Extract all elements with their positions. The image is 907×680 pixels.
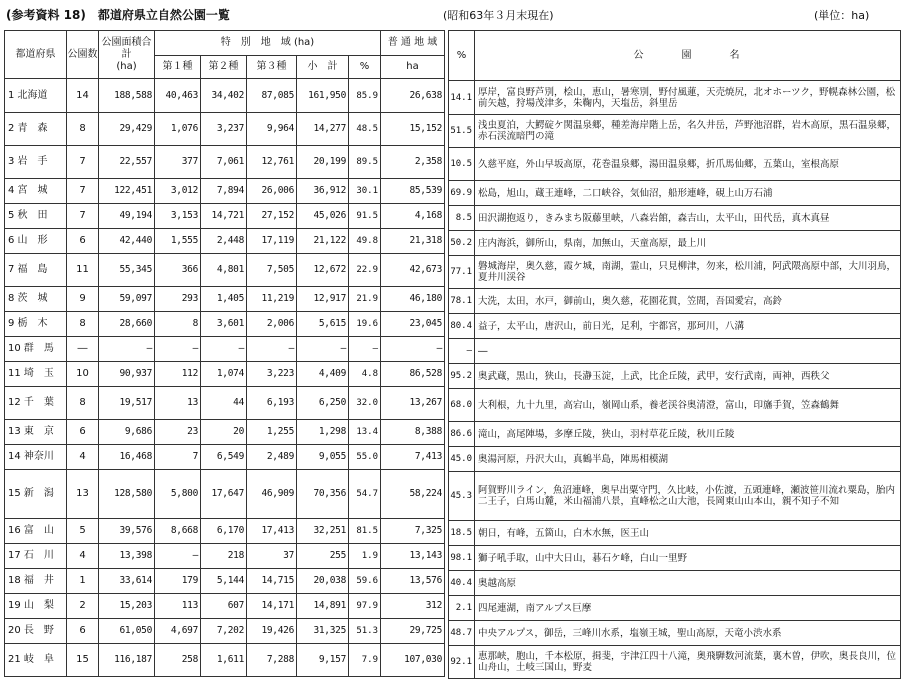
cell-pct: 21.9	[349, 287, 381, 312]
cell-pref: 15 新 潟	[5, 470, 67, 519]
cell-parks: 奥湯河原，丹沢大山，真鶴半島，陣馬相模湖	[475, 447, 901, 472]
cell-pref: 11 埼 玉	[5, 362, 67, 387]
cell-opct: 92.1	[449, 646, 475, 679]
cell-c2: 7,061	[201, 146, 247, 179]
table-row	[449, 339, 901, 364]
cell-c1: 5,800	[155, 470, 201, 519]
cell-parks: 庄内海浜，御所山，県南，加無山，天童高原，最上川	[475, 231, 901, 256]
cell-sub: 21,122	[297, 229, 349, 254]
cell-total: 22,557	[99, 146, 155, 179]
cell-ord: 29,725	[381, 619, 445, 644]
cell-count: 9	[67, 287, 99, 312]
table-row	[449, 364, 901, 389]
table-row	[449, 521, 901, 546]
cell-pref: 4 宮 城	[5, 179, 67, 204]
cell-sub: 4,409	[297, 362, 349, 387]
cell-opct: 86.6	[449, 422, 475, 447]
table-row	[5, 254, 445, 287]
cell-c3: 17,119	[247, 229, 297, 254]
table-row	[449, 472, 901, 521]
cell-count: 10	[67, 362, 99, 387]
cell-pref: 9 栃 木	[5, 312, 67, 337]
cell-c3: 14,715	[247, 569, 297, 594]
cell-pct: ―	[349, 337, 381, 362]
cell-pref: 14 神奈川	[5, 445, 67, 470]
cell-c1: 113	[155, 594, 201, 619]
cell-ord: 7,325	[381, 519, 445, 544]
cell-opct: 51.5	[449, 115, 475, 148]
cell-total: 19,517	[99, 387, 155, 420]
col-c1: 第１種	[155, 56, 201, 79]
col-subtotal: 小 計	[297, 56, 349, 79]
table-row	[5, 544, 445, 569]
cell-c2: 607	[201, 594, 247, 619]
cell-pct: 85.9	[349, 79, 381, 113]
cell-c3: 26,006	[247, 179, 297, 204]
cell-c2: 4,801	[201, 254, 247, 287]
cell-ord: 2,358	[381, 146, 445, 179]
cell-count: 4	[67, 544, 99, 569]
cell-ord: ―	[381, 337, 445, 362]
cell-count: 4	[67, 445, 99, 470]
cell-ord: 4,168	[381, 204, 445, 229]
cell-parks: ―	[475, 339, 901, 364]
table-row	[5, 204, 445, 229]
cell-opct: 78.1	[449, 289, 475, 314]
cell-pct: 22.9	[349, 254, 381, 287]
cell-total: 13,398	[99, 544, 155, 569]
cell-c3: 14,171	[247, 594, 297, 619]
cell-opct: ―	[449, 339, 475, 364]
cell-count: 15	[67, 644, 99, 677]
cell-count: 7	[67, 146, 99, 179]
cell-parks: 中央アルプス，御岳，三峰川水系，塩嶺王城，聖山高原，天竜小渋水系	[475, 621, 901, 646]
cell-pct: 91.5	[349, 204, 381, 229]
cell-c2: 5,144	[201, 569, 247, 594]
cell-parks: 奥越高原	[475, 571, 901, 596]
cell-count: 11	[67, 254, 99, 287]
cell-sub: 255	[297, 544, 349, 569]
cell-total: 188,588	[99, 79, 155, 113]
cell-c1: 8,668	[155, 519, 201, 544]
table-row	[449, 256, 901, 289]
cell-ord: 13,143	[381, 544, 445, 569]
cell-total: 16,468	[99, 445, 155, 470]
cell-parks: 厚岸，富良野芦別，桧山，恵山，暑寒別，野付風蓮，天売焼尻，北オホーツク，野幌森林公園，松前矢越，狩場茂津多，朱鞠内，天塩岳，斜里岳	[475, 81, 901, 115]
cell-c2: 3,601	[201, 312, 247, 337]
cell-c1: 377	[155, 146, 201, 179]
table-row	[5, 519, 445, 544]
cell-total: 29,429	[99, 113, 155, 146]
cell-total: 39,576	[99, 519, 155, 544]
cell-pref: 10 群 馬	[5, 337, 67, 362]
cell-opct: 45.0	[449, 447, 475, 472]
cell-pct: 55.0	[349, 445, 381, 470]
cell-sub: 14,277	[297, 113, 349, 146]
cell-opct: 48.7	[449, 621, 475, 646]
cell-pct: 51.3	[349, 619, 381, 644]
cell-total: 42,440	[99, 229, 155, 254]
table-row	[449, 231, 901, 256]
cell-c1: 13	[155, 387, 201, 420]
col-ordinary: 普 通 地 域	[381, 31, 445, 56]
cell-ord: 85,539	[381, 179, 445, 204]
cell-parks: 久慈平庭，外山早坂高原，花巻温泉郷，湯田温泉郷，折爪馬仙郷，五葉山，室根高原	[475, 148, 901, 181]
cell-c2: 1,074	[201, 362, 247, 387]
cell-c1: 258	[155, 644, 201, 677]
park-names-table	[448, 30, 901, 679]
table-row	[5, 644, 445, 677]
cell-sub: 14,891	[297, 594, 349, 619]
table-row	[5, 420, 445, 445]
col-c3: 第３種	[247, 56, 297, 79]
cell-parks: 浅虫夏泊，大鰐碇ケ関温泉郷，種差海岸階上岳，名久井岳，芦野池沼群，岩木高原，黒石温泉郷，赤石渓流暗門の滝	[475, 115, 901, 148]
table-row	[5, 594, 445, 619]
cell-c3: ―	[247, 337, 297, 362]
cell-ord: 21,318	[381, 229, 445, 254]
cell-c1: ―	[155, 337, 201, 362]
cell-count: 1	[67, 569, 99, 594]
cell-c3: 87,085	[247, 79, 297, 113]
col-parks: 公 園 名	[475, 31, 901, 81]
cell-pref: 16 富 山	[5, 519, 67, 544]
cell-c3: 1,255	[247, 420, 297, 445]
table-row	[449, 571, 901, 596]
cell-c3: 17,413	[247, 519, 297, 544]
cell-parks: 恵那峡，胞山，千本松原，揖斐，宇津江四十八滝，奥飛騨数河流葉，裏木曽，伊吹，奥長良川，位山舟山，土岐三国山，野麦	[475, 646, 901, 679]
cell-parks: 益子，太平山，唐沢山，前日光，足利，宇都宮，那珂川，八溝	[475, 314, 901, 339]
cell-pref: 2 青 森	[5, 113, 67, 146]
cell-ord: 86,528	[381, 362, 445, 387]
cell-pref: 13 東 京	[5, 420, 67, 445]
table-row	[449, 621, 901, 646]
cell-c1: 1,555	[155, 229, 201, 254]
cell-ord: 107,030	[381, 644, 445, 677]
cell-pct: 4.8	[349, 362, 381, 387]
cell-c1: 40,463	[155, 79, 201, 113]
cell-parks: 大利根，九十九里，高宕山，嶺岡山系，養老渓谷奥清澄，富山，印旛手賀，笠森鶴舞	[475, 389, 901, 422]
cell-c3: 9,964	[247, 113, 297, 146]
cell-opct: 2.1	[449, 596, 475, 621]
cell-opct: 68.0	[449, 389, 475, 422]
cell-total: 128,580	[99, 470, 155, 519]
cell-sub: 9,055	[297, 445, 349, 470]
cell-ord: 15,152	[381, 113, 445, 146]
table-row	[5, 445, 445, 470]
cell-count: 8	[67, 387, 99, 420]
table-row	[449, 81, 901, 115]
cell-pct: 97.9	[349, 594, 381, 619]
col-special: 特 別 地 域 (ha)	[155, 31, 381, 56]
cell-pref: 19 山 梨	[5, 594, 67, 619]
cell-total: 61,050	[99, 619, 155, 644]
table-row	[449, 546, 901, 571]
table-row	[5, 287, 445, 312]
cell-ord: 58,224	[381, 470, 445, 519]
col-pref: 都道府県	[5, 31, 67, 79]
table-row	[449, 289, 901, 314]
cell-pref: 12 千 葉	[5, 387, 67, 420]
cell-sub: 5,615	[297, 312, 349, 337]
cell-c2: 2,448	[201, 229, 247, 254]
table-row	[449, 447, 901, 472]
cell-parks: 奥武蔵，黒山，狭山，長瀞玉淀，上武，比企丘陵，武甲，安行武南，両神，西秩父	[475, 364, 901, 389]
table-row	[5, 113, 445, 146]
cell-c2: 218	[201, 544, 247, 569]
cell-sub: ―	[297, 337, 349, 362]
cell-opct: 50.2	[449, 231, 475, 256]
cell-c1: 8	[155, 312, 201, 337]
cell-ord: 7,413	[381, 445, 445, 470]
col-c2: 第２種	[201, 56, 247, 79]
cell-c1: 293	[155, 287, 201, 312]
table-row	[449, 314, 901, 339]
table-row	[5, 146, 445, 179]
cell-c1: 4,697	[155, 619, 201, 644]
cell-c3: 2,489	[247, 445, 297, 470]
table-row	[449, 389, 901, 422]
table-row	[449, 115, 901, 148]
cell-count: 13	[67, 470, 99, 519]
table-row	[449, 596, 901, 621]
table-row	[5, 569, 445, 594]
table-row	[449, 206, 901, 231]
cell-sub: 20,038	[297, 569, 349, 594]
cell-sub: 1,298	[297, 420, 349, 445]
cell-total: 9,686	[99, 420, 155, 445]
cell-c3: 3,223	[247, 362, 297, 387]
table-row	[5, 337, 445, 362]
cell-parks: 滝山，高尾陣場，多摩丘陵，狭山，羽村草花丘陵，秋川丘陵	[475, 422, 901, 447]
page-title: (参考資料 18) 都道府県立自然公園一覧	[6, 8, 230, 22]
cell-sub: 20,199	[297, 146, 349, 179]
cell-parks: 朝日，有峰，五箇山，白木水無，医王山	[475, 521, 901, 546]
cell-c2: 1,611	[201, 644, 247, 677]
cell-c3: 11,219	[247, 287, 297, 312]
cell-total: 59,097	[99, 287, 155, 312]
table-row	[5, 387, 445, 420]
cell-sub: 12,917	[297, 287, 349, 312]
cell-parks: 松島，旭山，蔵王連峰，二口峡谷，気仙沼，船形連峰，硯上山万石浦	[475, 181, 901, 206]
cell-pref: 1 北海道	[5, 79, 67, 113]
table-row	[5, 362, 445, 387]
cell-total: 49,194	[99, 204, 155, 229]
cell-c2: 14,721	[201, 204, 247, 229]
cell-opct: 8.5	[449, 206, 475, 231]
cell-pref: 17 石 川	[5, 544, 67, 569]
col-pct: %	[349, 56, 381, 79]
cell-total: 90,937	[99, 362, 155, 387]
cell-parks: 四尾連湖，南アルプス巨摩	[475, 596, 901, 621]
park-area-table	[4, 30, 445, 677]
cell-total: 15,203	[99, 594, 155, 619]
cell-count: ―	[67, 337, 99, 362]
cell-c3: 6,193	[247, 387, 297, 420]
cell-c3: 19,426	[247, 619, 297, 644]
cell-c1: ―	[155, 544, 201, 569]
cell-pct: 59.6	[349, 569, 381, 594]
cell-count: 8	[67, 312, 99, 337]
cell-pct: 32.0	[349, 387, 381, 420]
cell-count: 2	[67, 594, 99, 619]
cell-parks: 獅子吼手取，山中大日山，碁石ケ峰，白山一里野	[475, 546, 901, 571]
col-count: 公園数	[67, 31, 99, 79]
cell-total: 55,345	[99, 254, 155, 287]
cell-c1: 3,153	[155, 204, 201, 229]
cell-pct: 1.9	[349, 544, 381, 569]
table-row	[449, 422, 901, 447]
cell-opct: 18.5	[449, 521, 475, 546]
cell-ord: 46,180	[381, 287, 445, 312]
col-ord-pct: %	[449, 31, 475, 81]
cell-pref: 5 秋 田	[5, 204, 67, 229]
cell-sub: 9,157	[297, 644, 349, 677]
unit-note: (単位：ha)	[814, 9, 870, 22]
cell-c2: 34,402	[201, 79, 247, 113]
cell-sub: 36,912	[297, 179, 349, 204]
cell-pref: 20 長 野	[5, 619, 67, 644]
cell-pref: 8 茨 城	[5, 287, 67, 312]
cell-pct: 48.5	[349, 113, 381, 146]
cell-c2: ―	[201, 337, 247, 362]
cell-opct: 69.9	[449, 181, 475, 206]
cell-c3: 12,761	[247, 146, 297, 179]
cell-c2: 6,170	[201, 519, 247, 544]
cell-pref: 6 山 形	[5, 229, 67, 254]
cell-c3: 2,006	[247, 312, 297, 337]
cell-opct: 40.4	[449, 571, 475, 596]
cell-ord: 13,267	[381, 387, 445, 420]
table-row	[5, 619, 445, 644]
cell-total: 116,187	[99, 644, 155, 677]
cell-opct: 98.1	[449, 546, 475, 571]
cell-parks: 磐城海岸，奥久慈，霞ケ城，南湖，霊山，只見柳津，勿来，松川浦，阿武隈高原中部，大川羽鳥，夏井川渓谷	[475, 256, 901, 289]
table-row	[5, 312, 445, 337]
cell-pref: 18 福 井	[5, 569, 67, 594]
cell-c3: 27,152	[247, 204, 297, 229]
cell-c1: 366	[155, 254, 201, 287]
cell-c2: 7,894	[201, 179, 247, 204]
cell-pct: 30.1	[349, 179, 381, 204]
cell-c3: 46,909	[247, 470, 297, 519]
table-row	[5, 470, 445, 519]
cell-opct: 10.5	[449, 148, 475, 181]
cell-pct: 81.5	[349, 519, 381, 544]
cell-parks: 大洗，太田，水戸，御前山，奥久慈，花園花貫，笠間，吾国愛宕，高鈴	[475, 289, 901, 314]
cell-pct: 89.5	[349, 146, 381, 179]
cell-c2: 44	[201, 387, 247, 420]
table-row	[5, 229, 445, 254]
cell-opct: 95.2	[449, 364, 475, 389]
cell-count: 6	[67, 420, 99, 445]
cell-pct: 13.4	[349, 420, 381, 445]
cell-c3: 7,288	[247, 644, 297, 677]
cell-count: 7	[67, 204, 99, 229]
cell-total: 33,614	[99, 569, 155, 594]
cell-sub: 70,356	[297, 470, 349, 519]
cell-c2: 7,202	[201, 619, 247, 644]
cell-sub: 161,950	[297, 79, 349, 113]
cell-pref: 21 岐 阜	[5, 644, 67, 677]
cell-c1: 23	[155, 420, 201, 445]
table-row	[449, 181, 901, 206]
cell-ord: 42,673	[381, 254, 445, 287]
cell-c3: 7,505	[247, 254, 297, 287]
cell-c2: 6,549	[201, 445, 247, 470]
cell-sub: 12,672	[297, 254, 349, 287]
cell-ord: 312	[381, 594, 445, 619]
cell-opct: 14.1	[449, 81, 475, 115]
page-header	[0, 4, 907, 26]
cell-sub: 6,250	[297, 387, 349, 420]
cell-c2: 20	[201, 420, 247, 445]
cell-ord: 26,638	[381, 79, 445, 113]
cell-c1: 7	[155, 445, 201, 470]
cell-sub: 31,325	[297, 619, 349, 644]
cell-parks: 阿賀野川ライン，魚沼連峰，奥早出粟守門，久比岐，小佐渡，五頭連峰，瀬波笹川流れ粟島，胎内二王子，白馬山麓，米山福浦八景，直峰松之山大池，長岡東山山本山，親不知子不知	[475, 472, 901, 521]
cell-pref: 7 福 島	[5, 254, 67, 287]
cell-opct: 45.3	[449, 472, 475, 521]
cell-c1: 3,012	[155, 179, 201, 204]
cell-c3: 37	[247, 544, 297, 569]
cell-c1: 1,076	[155, 113, 201, 146]
cell-c2: 1,405	[201, 287, 247, 312]
table-row	[449, 646, 901, 679]
col-area-total: 公園面積合 計 (ha)	[99, 31, 155, 79]
cell-pct: 7.9	[349, 644, 381, 677]
cell-pct: 49.8	[349, 229, 381, 254]
cell-count: 6	[67, 229, 99, 254]
cell-parks: 田沢湖抱返り，きみまち阪藤里峡，八森岩館，森吉山，太平山，田代岳，真木真昼	[475, 206, 901, 231]
col-ord-unit: ha	[381, 56, 445, 79]
cell-c2: 17,647	[201, 470, 247, 519]
cell-count: 8	[67, 113, 99, 146]
cell-count: 6	[67, 619, 99, 644]
date-note: (昭和63年３月末現在)	[443, 9, 554, 22]
cell-total: 28,660	[99, 312, 155, 337]
cell-sub: 32,251	[297, 519, 349, 544]
table-row	[5, 179, 445, 204]
cell-pct: 54.7	[349, 470, 381, 519]
cell-count: 5	[67, 519, 99, 544]
cell-ord: 8,388	[381, 420, 445, 445]
cell-ord: 13,576	[381, 569, 445, 594]
cell-total: 122,451	[99, 179, 155, 204]
cell-opct: 77.1	[449, 256, 475, 289]
cell-pref: 3 岩 手	[5, 146, 67, 179]
table-row	[449, 148, 901, 181]
cell-count: 14	[67, 79, 99, 113]
cell-c1: 112	[155, 362, 201, 387]
cell-c2: 3,237	[201, 113, 247, 146]
cell-opct: 80.4	[449, 314, 475, 339]
table-row	[5, 79, 445, 113]
cell-sub: 45,026	[297, 204, 349, 229]
cell-total: ―	[99, 337, 155, 362]
cell-pct: 19.6	[349, 312, 381, 337]
cell-count: 7	[67, 179, 99, 204]
cell-ord: 23,045	[381, 312, 445, 337]
cell-c1: 179	[155, 569, 201, 594]
